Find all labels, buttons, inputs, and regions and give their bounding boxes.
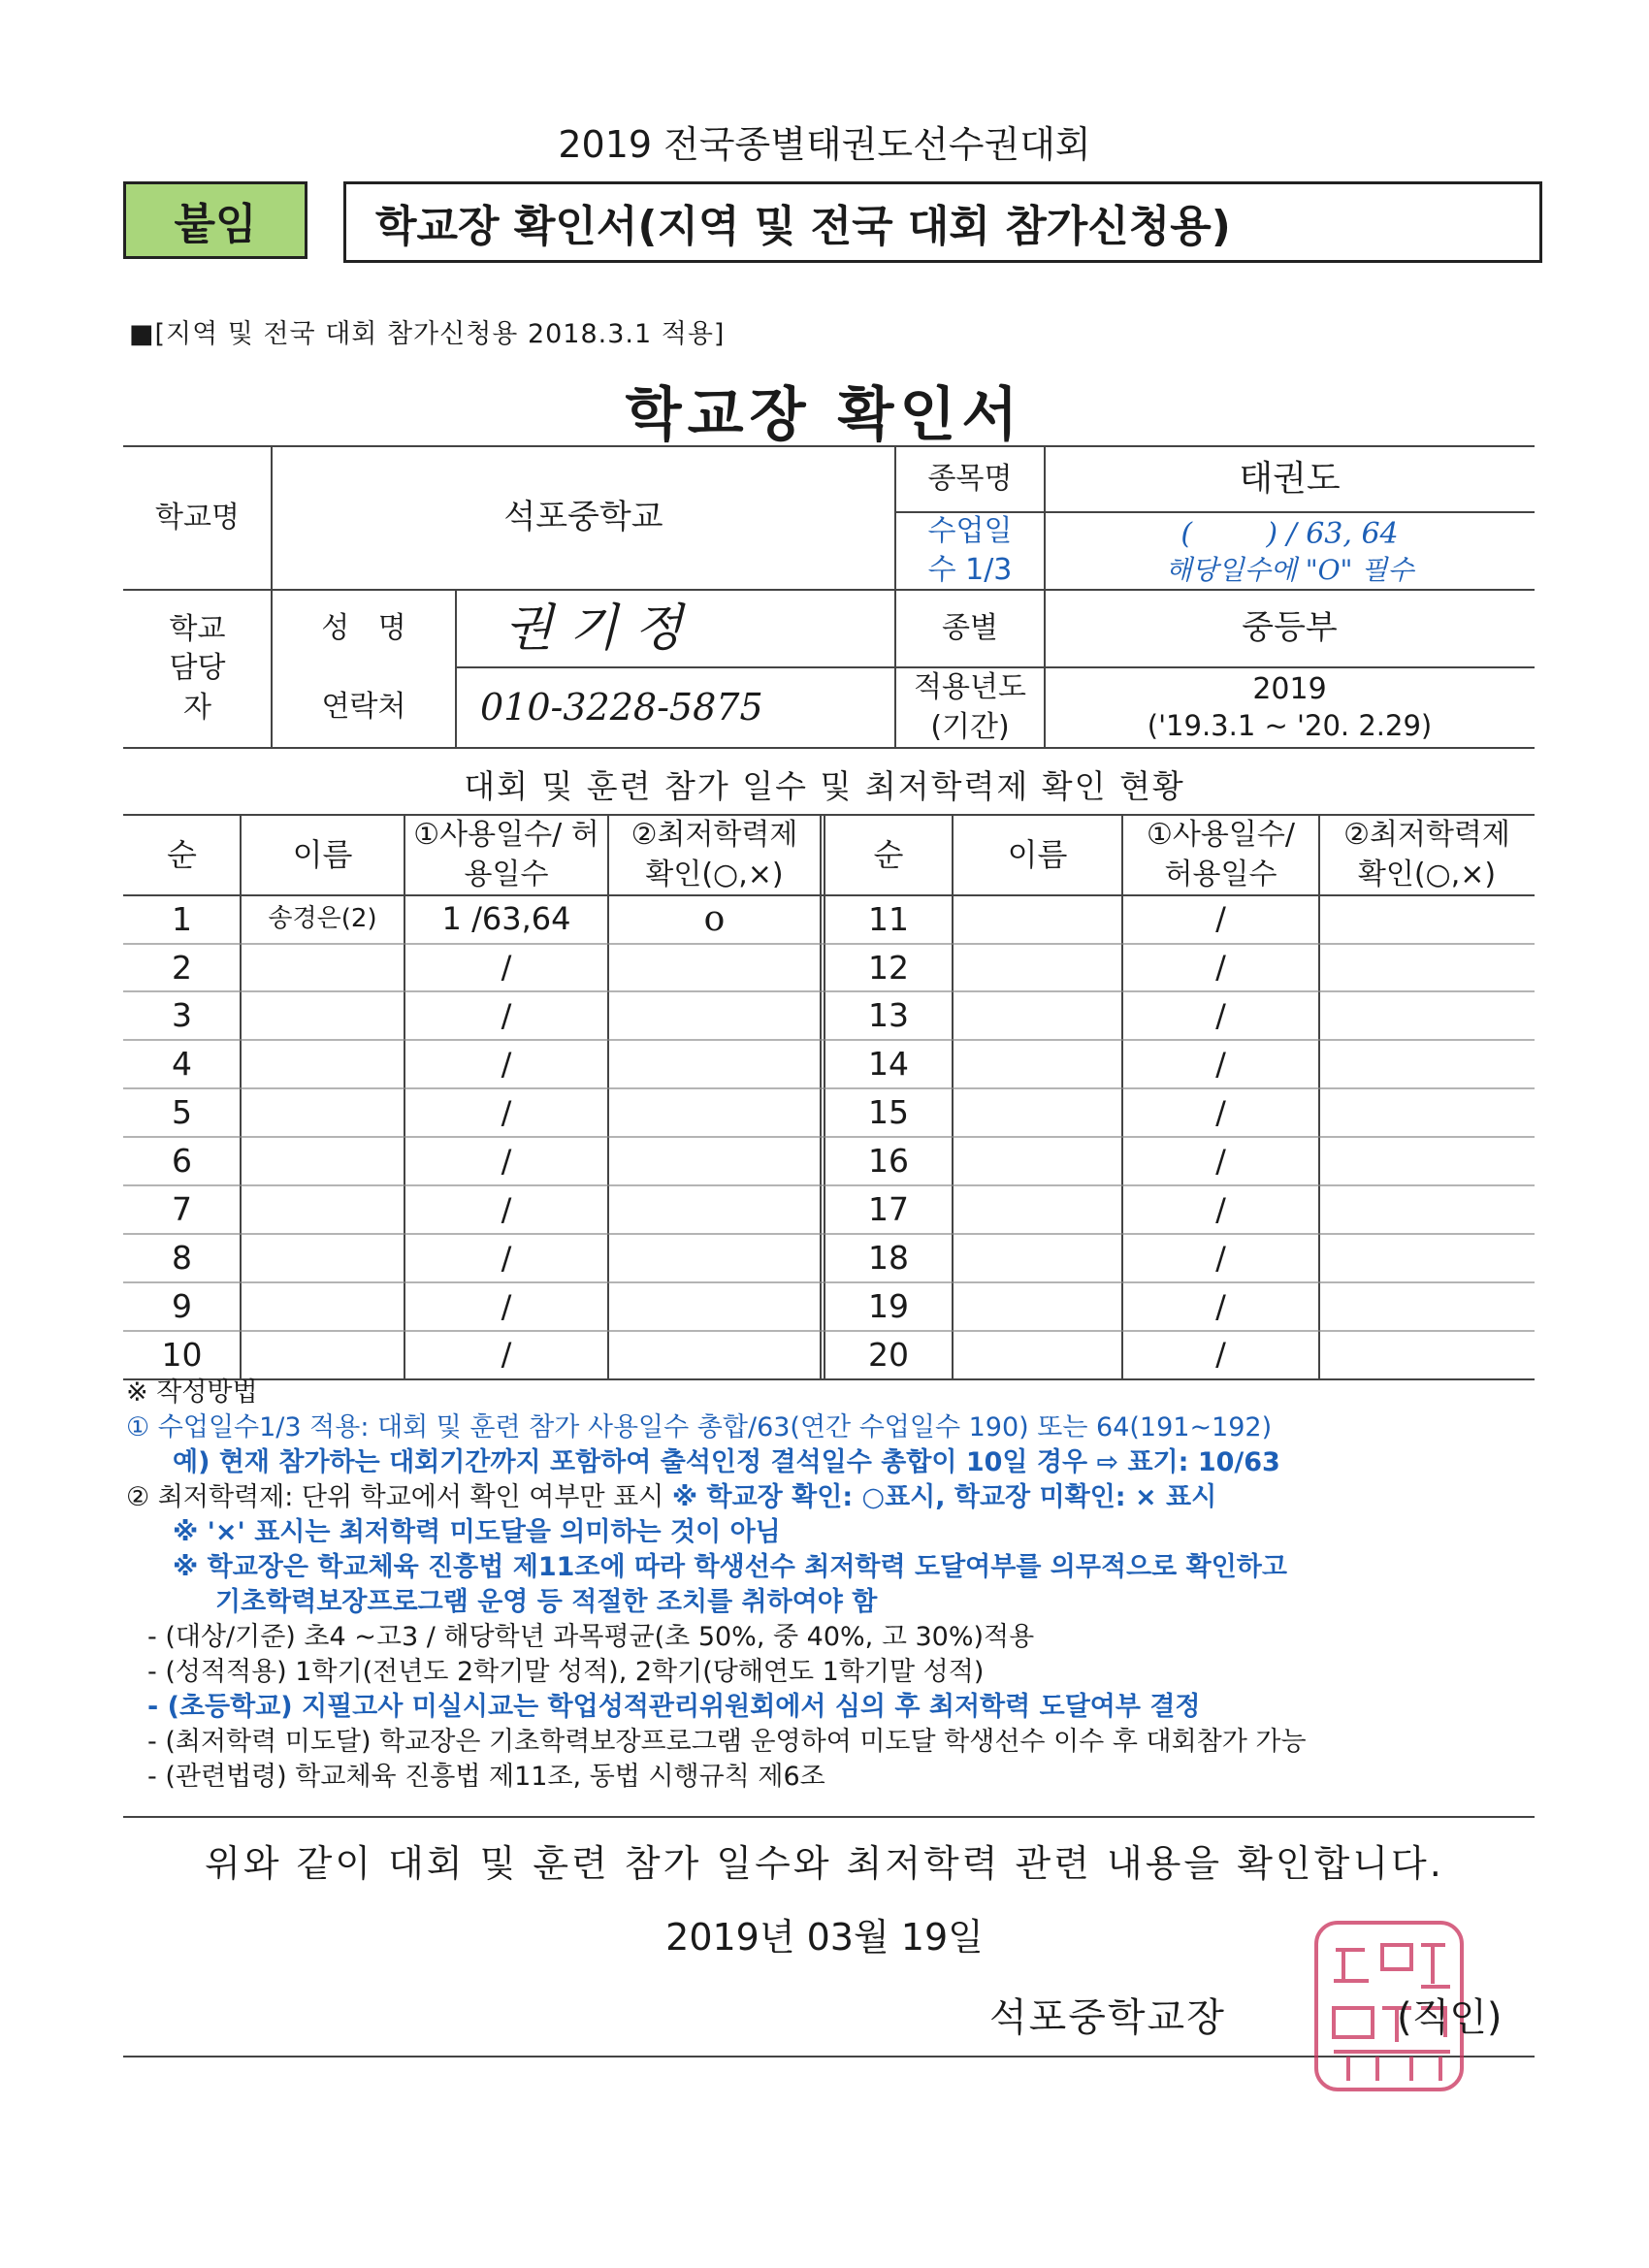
status-right-row-3-days: / <box>1215 997 1226 1035</box>
status-left-row-9-check <box>608 1282 821 1331</box>
status-right-row-9-no: 19 <box>868 1286 909 1325</box>
method-line-1: ① 수업일수1/3 적용: 대회 및 훈련 참가 사용일수 총합/63(연간 수업일수 190) 또는 64(191~192) <box>126 1412 1273 1442</box>
status-left-row-6-check <box>608 1138 821 1186</box>
status-right-row-4-check <box>1319 1041 1535 1089</box>
method-line-3b: ※ 학교장 확인: ○표시, 학교장 미확인: × 표시 <box>671 1482 1217 1512</box>
status-left-row-4-days: / <box>501 1046 512 1084</box>
status-right-row-6-check <box>1319 1138 1535 1186</box>
status-left-row-10-name <box>241 1331 404 1379</box>
status-left-row-5-check <box>608 1089 821 1138</box>
col-days-header: ①사용일수/ 허용일수 <box>413 818 599 891</box>
status-right-row-1-name <box>953 895 1122 944</box>
manager-name-value: 권 기 정 <box>504 599 683 658</box>
status-right-row-4-days: / <box>1215 1046 1226 1084</box>
status-right-row-3-no: 13 <box>868 996 909 1035</box>
status-right-row-9-days: / <box>1215 1287 1226 1325</box>
col-check-header-right: ②최저학력제 확인(○,×) <box>1343 818 1510 891</box>
status-right-row-10-days: / <box>1215 1336 1226 1374</box>
status-heading: 대회 및 훈련 참가 일수 및 최저학력제 확인 현황 <box>464 767 1185 805</box>
status-left-row-10-no: 10 <box>161 1335 203 1374</box>
method-line-11: - (관련법령) 학교체육 진흥법 제11조, 동법 시행규칙 제6조 <box>147 1762 825 1792</box>
status-right-row-8-days: / <box>1215 1239 1226 1277</box>
form-title: 학교장 확인서(지역 및 전국 대회 참가신청용) <box>343 181 1542 263</box>
status-left-row-8-name <box>241 1234 404 1282</box>
status-right-row-8-check <box>1319 1234 1535 1282</box>
status-left-row-3-check <box>608 992 821 1041</box>
status-right-row-4-no: 14 <box>868 1045 909 1084</box>
status-right-row-2-no: 12 <box>868 948 909 987</box>
method-line-3 <box>126 1480 1562 1515</box>
status-right-row-6-days: / <box>1215 1142 1226 1180</box>
method-line-10: - (최저학력 미도달) 학교장은 기초학력보장프로그램 운영하여 미도달 학생선수 이수 후 대회참가 가능 <box>147 1727 1307 1757</box>
category-label: 종별 <box>942 610 998 645</box>
status-left-row-1-days: 1 /63,64 <box>441 900 571 938</box>
status-left-row-2-name <box>241 944 404 992</box>
apply-period: ('19.3.1 ~ '20. 2.29) <box>1147 709 1433 743</box>
method-line-7: - (대상/기준) 초4 ~고3 / 해당학년 과목평균(초 50%, 중 40%, 고 30%)적용 <box>147 1622 1035 1652</box>
status-right-row-2-days: / <box>1215 949 1226 987</box>
status-left-row-9-no: 9 <box>172 1286 192 1325</box>
status-right-row-5-check <box>1319 1089 1535 1138</box>
status-right-row-2-name <box>953 944 1122 992</box>
status-left-row-9-days: / <box>501 1287 512 1325</box>
status-right-row-7-check <box>1319 1185 1535 1234</box>
sport-value: 태권도 <box>1239 458 1341 499</box>
status-left-row-10-days: / <box>501 1336 512 1374</box>
method-line-2: 예) 현재 참가하는 대회기간까지 포함하여 출석인정 결석일수 총합이 10일 경우 ⇨ 표기: 10/63 <box>173 1447 1280 1477</box>
principal-title: 석포중학교장 <box>989 1995 1226 2040</box>
method-line-6: 기초학력보장프로그램 운영 등 적절한 조치를 취하여야 함 <box>215 1587 878 1617</box>
status-right-row-3-check <box>1319 992 1535 1041</box>
col-no-header-right: 순 <box>873 835 904 873</box>
status-left-row-6-name <box>241 1138 404 1186</box>
status-right-row-9-name <box>953 1282 1122 1331</box>
class-days-note: 해당일수에 "O" 필수 <box>1165 554 1414 587</box>
status-right-row-7-days: / <box>1215 1190 1226 1228</box>
status-left-row-2-no: 2 <box>172 948 192 987</box>
school-manager-label: 학교 담당자 <box>169 611 226 725</box>
category-value: 중등부 <box>1242 608 1338 648</box>
class-days-value: ( ) / 63, 64 <box>1180 516 1399 551</box>
status-right-row-1-check <box>1319 895 1535 944</box>
status-right-row-9-check <box>1319 1282 1535 1331</box>
apply-note: ■[지역 및 전국 대회 참가신청용 2018.3.1 적용] <box>129 319 726 349</box>
status-left-row-1-no: 1 <box>172 899 192 938</box>
method-line-8: - (성적적용) 1학기(전년도 2학기말 성적), 2학기(당해연도 1학기말 성적) <box>147 1657 985 1687</box>
status-left-row-7-name <box>241 1185 404 1234</box>
status-left-row-6-days: / <box>501 1142 512 1180</box>
status-right-row-8-name <box>953 1234 1122 1282</box>
status-right-row-6-no: 16 <box>868 1142 909 1181</box>
status-left-row-10-check <box>608 1331 821 1379</box>
method-line-9: - (초등학교) 지필고사 미실시교는 학업성적관리위원회에서 심의 후 최저학력 도달여부 결정 <box>147 1692 1201 1722</box>
document-title: 학교장 확인서 <box>625 381 1024 449</box>
seal-label: (직인) <box>1397 1995 1503 2040</box>
status-left-row-8-check <box>608 1234 821 1282</box>
status-left-row-9-name <box>241 1282 404 1331</box>
school-name-label: 학교명 <box>155 500 240 535</box>
manager-name-label: 성 명 <box>321 610 406 645</box>
confirmation-statement: 위와 같이 대회 및 훈련 참가 일수와 최저학력 관련 내용을 확인합니다. <box>205 1842 1444 1885</box>
status-right-row-10-check <box>1319 1331 1535 1379</box>
method-line-4: ※ '×' 표시는 최저학력 미도달을 의미하는 것이 아님 <box>173 1517 781 1547</box>
method-line-5: ※ 학교장은 학교체육 진흥법 제11조에 따라 학생선수 최저학력 도달여부를 의무적으로 확인하고 <box>173 1552 1287 1582</box>
status-left-row-2-days: / <box>501 949 512 987</box>
status-left-row-7-no: 7 <box>172 1190 192 1229</box>
status-left-row-5-days: / <box>501 1093 512 1131</box>
issue-date: 2019년 03월 19일 <box>665 1916 984 1959</box>
attachment-badge: 붙임 <box>123 181 307 259</box>
status-left-row-4-no: 4 <box>172 1045 192 1084</box>
status-left-row-1-name: 송경은(2) <box>268 904 377 934</box>
contact-value: 010-3228-5875 <box>480 685 763 729</box>
status-left-row-4-name <box>241 1041 404 1089</box>
col-name-header: 이름 <box>292 835 353 873</box>
status-right-row-10-no: 20 <box>868 1335 909 1374</box>
status-right-row-1-no: 11 <box>868 899 909 938</box>
status-left-row-2-check <box>608 944 821 992</box>
status-left-row-3-no: 3 <box>172 996 192 1035</box>
col-check-header: ②최저학력제 확인(○,×) <box>630 818 798 891</box>
status-right-row-3-name <box>953 992 1122 1041</box>
status-right-row-8-no: 18 <box>868 1238 909 1277</box>
apply-year-label: 적용년도 (기간) <box>914 670 1026 744</box>
status-left-row-4-check <box>608 1041 821 1089</box>
method-line-3a: ② 최저학력제: 단위 학교에서 확인 여부만 표시 <box>126 1482 672 1512</box>
method-heading: ※ 작성방법 <box>126 1377 258 1408</box>
status-right-row-7-no: 17 <box>868 1190 909 1229</box>
status-right-row-10-name <box>953 1331 1122 1379</box>
status-left-row-5-name <box>241 1089 404 1138</box>
col-days-header-right: ①사용일수/ 허용일수 <box>1147 818 1295 891</box>
status-left-row-3-name <box>241 992 404 1041</box>
school-name-value: 석포중학교 <box>503 498 663 537</box>
col-name-header-right: 이름 <box>1007 835 1068 873</box>
status-right-row-7-name <box>953 1185 1122 1234</box>
status-right-row-6-name <box>953 1138 1122 1186</box>
status-left-row-5-no: 5 <box>172 1093 192 1132</box>
sport-label: 종목명 <box>927 461 1013 496</box>
status-right-row-4-name <box>953 1041 1122 1089</box>
contact-label: 연락처 <box>321 690 406 725</box>
status-left-row-7-check <box>608 1185 821 1234</box>
status-right-row-5-days: / <box>1215 1093 1226 1131</box>
status-left-row-6-no: 6 <box>172 1142 192 1181</box>
status-left-row-7-days: / <box>501 1190 512 1228</box>
status-left-row-8-days: / <box>501 1239 512 1277</box>
status-right-row-2-check <box>1319 944 1535 992</box>
col-no-header: 순 <box>167 835 197 873</box>
status-left-row-8-no: 8 <box>172 1238 192 1277</box>
class-days-label: 수업일수 1/3 <box>927 513 1013 587</box>
apply-year-value: 2019 <box>1252 671 1327 706</box>
writing-method <box>126 1376 1562 1795</box>
status-right-row-5-name <box>953 1089 1122 1138</box>
status-right-row-1-days: / <box>1215 900 1226 938</box>
status-left-row-1-check: o <box>703 898 726 939</box>
event-title: 2019 전국종별태권도선수권대회 <box>558 123 1091 166</box>
status-left-row-3-days: / <box>501 997 512 1035</box>
status-right-row-5-no: 15 <box>868 1093 909 1132</box>
